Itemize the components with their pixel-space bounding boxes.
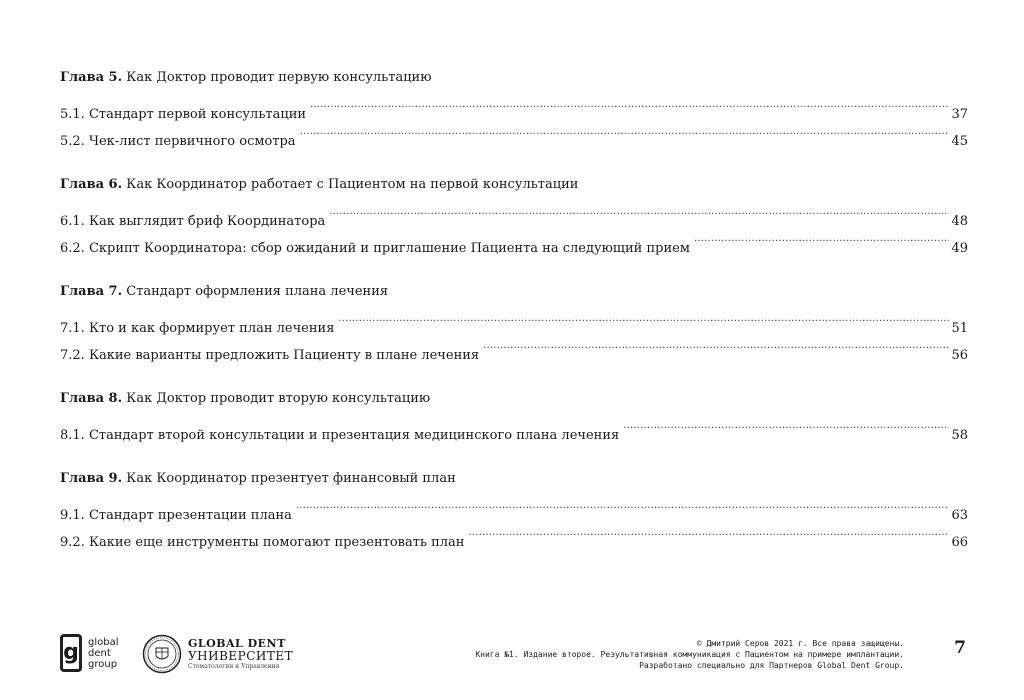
global-dent-university-logo: [142, 634, 293, 674]
toc-entry[interactable]: [60, 305, 968, 336]
credits-line: Разработано специально для Партнеров Global Dent Group.: [639, 661, 904, 670]
toc-entry[interactable]: [60, 198, 968, 229]
gdg-logo-line: dent: [88, 647, 111, 659]
dot-leader: [310, 91, 949, 118]
chapter-title-text: Как Координатор работает с Пациентом на первой консультации: [122, 177, 579, 192]
page-footer: [0, 628, 1024, 688]
entry-label: 5.1. Стандарт первой консультации: [60, 107, 307, 122]
entry-label: 9.2. Какие еще инструменты помогают презентовать план: [60, 535, 465, 550]
dot-leader: [329, 198, 949, 225]
chapter-title: [60, 171, 968, 198]
page-number: 7: [954, 638, 966, 658]
chapter-title-text: Как Координатор презентует финансовый план: [122, 471, 456, 486]
gdg-logo-icon: [60, 634, 82, 672]
entry-label: 5.2. Чек-лист первичного осмотра: [60, 134, 296, 149]
chapter-title: [60, 385, 968, 412]
entry-label: 7.1. Кто и как формирует план лечения: [60, 321, 335, 336]
university-seal-icon: [142, 634, 182, 674]
entry-page: 49: [951, 241, 968, 256]
entry-label: 9.1. Стандарт презентации плана: [60, 508, 292, 523]
chapter-number: Глава 7.: [60, 284, 123, 299]
entry-page: 45: [951, 134, 968, 149]
entry-page: 48: [951, 214, 968, 229]
entry-page: 58: [951, 428, 968, 443]
gdg-logo-line: group: [88, 658, 118, 670]
chapter-number: Глава 9.: [60, 471, 123, 486]
entry-page: 56: [951, 348, 968, 363]
chapter-number: Глава 5.: [60, 70, 123, 85]
toc-entry[interactable]: [60, 91, 968, 122]
entry-page: 66: [951, 535, 968, 550]
chapter-9: [60, 465, 968, 550]
entry-page: 63: [951, 508, 968, 523]
chapter-title-text: Стандарт оформления плана лечения: [122, 284, 389, 299]
entry-label: 6.1. Как выглядит бриф Координатора: [60, 214, 326, 229]
dot-leader: [300, 118, 950, 145]
university-logo-line3: Стоматологии и Управления: [188, 663, 280, 670]
dot-leader: [468, 519, 949, 546]
chapter-5: [60, 64, 968, 149]
university-logo-line2: УНИВЕРСИТЕТ: [188, 649, 294, 663]
gdg-logo-line: global: [88, 636, 119, 648]
entry-label: 6.2. Скрипт Координатора: сбор ожиданий и приглашение Пациента на следующий прием: [60, 241, 690, 256]
toc-entry[interactable]: [60, 412, 968, 443]
entry-page: 37: [951, 107, 968, 122]
entry-page: 51: [951, 321, 968, 336]
toc-entry[interactable]: [60, 492, 968, 523]
table-of-contents: [60, 64, 968, 572]
dot-leader: [296, 492, 950, 519]
chapter-title: [60, 64, 968, 91]
chapter-number: Глава 8.: [60, 391, 123, 406]
copyright-notice: [475, 638, 904, 671]
entry-label: 8.1. Стандарт второй консультации и презентация медицинского плана лечения: [60, 428, 620, 443]
gdg-logo-text: [88, 637, 119, 670]
dot-leader: [694, 225, 950, 252]
credits-line: Книга №1. Издание второе. Результативная коммуникация с Пациентом на примере имплантации.: [475, 650, 904, 659]
global-dent-group-logo: [60, 634, 119, 672]
entry-label: 7.2. Какие варианты предложить Пациенту в плане лечения: [60, 348, 480, 363]
dot-leader: [623, 412, 949, 439]
university-logo-line1: GLOBAL DENT: [188, 637, 286, 650]
chapter-title: [60, 465, 968, 492]
chapter-title-text: Как Доктор проводит вторую консультацию: [122, 391, 431, 406]
gdg-logo-letter: g: [63, 640, 79, 665]
dot-leader: [483, 332, 949, 359]
chapter-number: Глава 6.: [60, 177, 123, 192]
chapter-8: [60, 385, 968, 443]
credits-line: © Дмитрий Серов 2021 г. Все права защищены.: [696, 639, 904, 648]
chapter-title: [60, 278, 968, 305]
chapter-7: [60, 278, 968, 363]
dot-leader: [338, 305, 949, 332]
chapter-6: [60, 171, 968, 256]
chapter-title-text: Как Доктор проводит первую консультацию: [122, 70, 432, 85]
